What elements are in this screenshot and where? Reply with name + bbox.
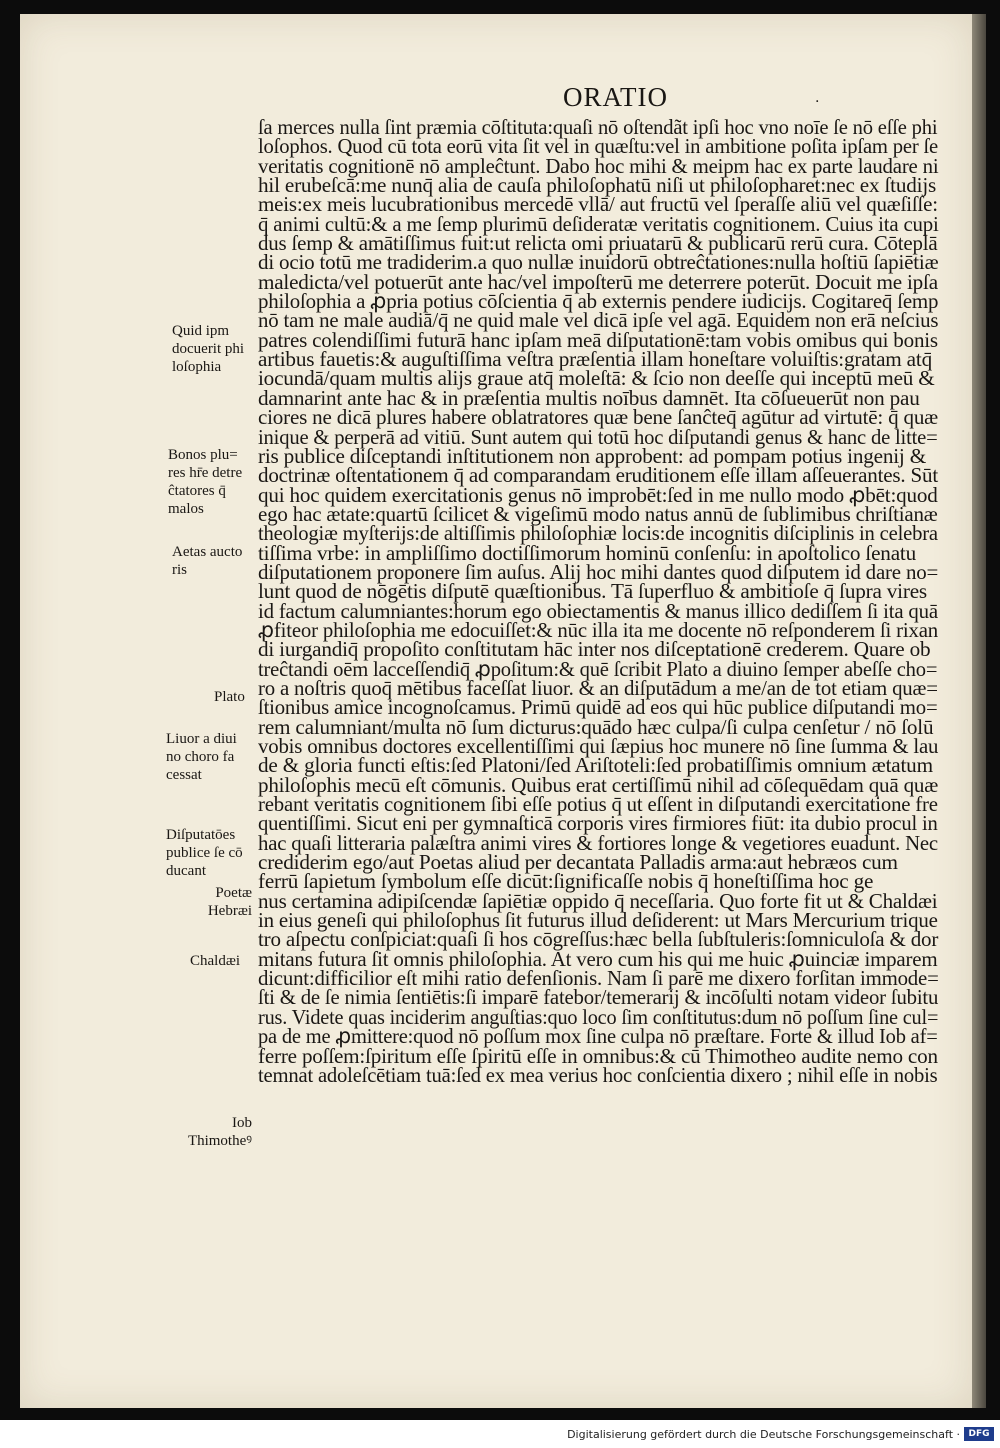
text-line: diſputationem proponere ſim auſus. Alij hoc mihi dantes quod diſputem id dare no= [258,559,939,584]
text-line: di ocio totū me tradiderim.a quo nullæ inuidorū obtreĉtationes:nulla hoſtiū ſapiētiæ [258,250,939,275]
text-line: loſophos. Quod cū tota eorū vita ſit vel in quæſtu:vel in ambitione poſita ipſam per ſe [258,134,939,159]
text-line: doctrinæ oſtentationem q̄ ad comparandam eruditionem eſſe illam aſſeuerantes. Sūt [258,463,939,488]
text-line: iocundā/quam multis alijs graue atq̄ moleſtā: & ſcio non deeſſe qui inceptū meū & [258,366,935,391]
marginal-note-chaldaei: Chaldæi [190,953,241,969]
text-line: di iurgandiq̄ propoſito conſtitutam hāc inter nos diſceptationē crederem. Quare ob [258,637,931,662]
funding-credit: Digitalisierung gefördert durch die Deutsche Forschungsgemeinschaft · [567,1428,960,1441]
text-line: temnat adoleſcētiam tuā:ſed ex mea verius hoc conſcientia dixero ; nihil eſſe in nobis [258,1062,938,1087]
text-line: de & gloria functi eſtis:ſed Platoni/ſed Ariſtoteli:ſed probatiſſimis omnium ætatum [258,753,933,778]
text-line: veritatis cognitionē nō ampleĉtunt. Dabo hoc mihi & meipm hac ex parte laudare ni [258,153,939,178]
text-line: damnarint ante hac & in præſentia multis noībus damnēt. Ita cōſueuerūt non pau [258,385,920,410]
text-line: ſtionibus amice incognoſcamus. Primū quidē ad eos qui hūc publice diſputandi mo= [258,695,938,720]
text-line: rus. Videte quas inciderim anguſtias:quo loco ſim conſtitutus:dum nō poſſum ſine cul= [258,1004,939,1029]
text-line: mitans futura ſit omnis philoſophia. At vero cum his qui me huic ꝓuinciæ imparem [258,946,938,971]
marginal-note-aetas-auctoris: Aetas aucto ris [172,544,243,578]
body-text [258,115,939,1087]
text-line: tiſſima vrbe: in ampliſſimo doctiſſimorum hominū conſenſu: in apoſtolico ſenatu [258,540,916,565]
text-line: pa de me ꝓmittere:quod nō poſſum mox ſine culpa nō præſtare. Forte & illud Iob af= [258,1024,938,1049]
page-gutter [972,14,986,1408]
text-line: dus ſemp & amātiſſimus fuit:ut relicta omi priuatarū & publicarū rerū cura. Cōteplā [258,231,938,256]
page-mark: . [815,90,820,106]
text-line: ferre poſſem:ſpiritum eſſe ſpiritū eſſe in omnibus:& cū Thimotheo audite nemo con [258,1043,938,1068]
marginal-note-bonos-plures: Bonos plu= res hr̄e detre ĉtatores q̄ malos [168,447,243,517]
text-line: treĉtandi oēm lacceſſendiq̄ ꝓpoſitum:& quē ſcribit Plato a diuino ſemper abeſſe cho= [258,656,938,681]
dfg-logo: DFG [964,1427,994,1441]
text-line: hac quaſi litteraria palæſtra animi vires & fortiores longe & vegetiores euadunt. Nec [258,830,938,855]
text-line: in eius geneſi qui philoſophus ſit futurus illud deſiderent: ut Mars Mercurium trique [258,908,938,933]
text-line: qui hoc quidem exercitationis genus nō improbēt:ſed in me nullo modo ꝓbēt:quod [258,482,938,507]
text-line: artibus fauetis:& auguſtiſſima veſtra præſentia illam honeſtare voluiſtis:gratam atq̄ [258,347,932,372]
text-line: nō tam ne male audiā/q̄ ne quid male vel dicā ipſe vel agā. Equidem non erā neſcius [258,308,939,333]
marginal-note-liuor: Liuor a diui no choro fa cessat [166,731,237,783]
marginal-note-quid-ipm: Quid ipm docuerit phi loſophia [172,323,245,375]
text-line: ego hac ætate:quartū ſcilicet & vigeſimū modo natus annū de ſublimibus chriſtianæ [258,501,938,526]
text-line: ro a noſtris quoq̄ mētibus faceſſat liuor. & an diſputādum a me/an de tot etiam quæ= [258,675,938,700]
text-line: id factum calumniantes:horum ego obiectamentis & manus illico dediſſem ſi ita quā [258,598,938,623]
text-line: q̄ animi cultū:& a me ſemp plurimū deſideratæ veritatis cognitionem. Cuius ita cupi [258,211,939,236]
running-header: ORATIO [563,82,668,112]
text-line: meis:ex meis lucubrationibus mercedē vllā/ aut fructū vel ſperaſſe aliū vel quæſiſſe: [258,192,938,217]
text-line: crediderim ego/aut Poetas aliud per decantata Palladis arma:aut hebræos cum [258,850,898,875]
text-line: rem calumniant/multa nō ſum dicturus:quādo hæc culpa/ſi culpa cenſetur / nō ſolū [258,714,934,739]
text-line: ſti & de ſe nimia ſentiētis:ſi imparē fatebor/temerarij & incōſulti notam videor ſubitu [258,985,939,1010]
text-line: ris publice diſceptandi inſtitutionem non approbent: ad pompam potius ingenij & [258,443,926,468]
marginal-note-plato: Plato [214,689,245,705]
marginal-note-disputationes: Diſputatōes publice ſe cō ducant [166,827,243,879]
text-line: ferrū ſapietum ſymbolum eſſe dicūt:ſignificaſſe nobis q̄ honeſtiſſima hoc ge [258,869,874,894]
marginal-note-iob-thimotheus: Iob Thimotheꝰ [187,1115,252,1149]
text-line: ciores ne dicā plures habere oblatratores quæ bene ſanĉteq̄ agūtur ad virtutē: q̄ quæ [258,405,939,430]
text-line: maledicta/vel potuerūt ante hac/vel impoſterū me deterrere poterūt. Docuit me ipſa [258,269,938,294]
text-line: philoſophis mecū eſt cōmunis. Quibus erat certiſſimū nihil ad cōſequēdam quā quæ [258,772,939,797]
text-line: quentiſſimi. Sicut eni per gymnaſticā corporis vires firmiores fiūt: ita dubio procul in [258,811,938,836]
text-line: rebant veritatis cognitionem ſibi eſſe potius q̄ ut eſſent in diſputandi exercitatione fre [258,792,938,817]
text-line: tro aſpectu conſpiciat:quaſi ſi hos cōgreſſus:hæc bella ſubſtuleris:ſomniculoſa & dor [258,927,939,952]
text-line: nus certamina adipiſcendæ ſapiētiæ oppido q̄ neceſſaria. Quo forte fit ut & Chaldæi [258,888,938,913]
text-line: inique & perperā ad vitiū. Sunt autem qui totū hoc diſputandi genus & hanc de litte= [258,424,938,449]
footer-bar [0,1420,1000,1448]
text-line: theologiæ myſterijs:de altiſſimis philoſophiæ locis:de incognitis diſciplinis in celebra [258,521,938,546]
text-line: patres colendiſſimi futurā hanc ipſam meā diſputationē:tam vobis omibus qui bonis [258,327,938,352]
text-line: dicunt:difficilior eſt mihi ratio defenſionis. Nam ſi parē me dixero forſitan immode= [258,966,939,991]
marginal-note-poetae-hebraei: Poetæ Hebræi [207,885,252,919]
text-line: lunt quod de nōgētis diſputē quæſtionibus. Tā ſuperfluo & ambitioſe q̄ ſupra vires [258,579,927,604]
text-line: ꝓfiteor philoſophia me edocuiſſet:& nūc illa ita me docente nō reſponderem ſi rixan [258,617,938,642]
text-line: hil erubeſcā:me nunq̄ alia de cauſa philoſophatū niſi ut philoſopharet:nec ex ſtudijs [258,173,937,198]
text-line: vobis omnibus doctores excellentiſſimi qui ſæpius hoc munere nō ſine ſumma & lau [258,734,939,758]
text-line: ſa merces nulla ſint præmia cōſtituta:quaſi nō oſtendãt ipſi hoc vno noīe ſe nō eſſe phi [258,115,938,139]
text-line: philoſophia a ꝓpria potius cōſcientia q̄ ab externis pendere iudicijs. Cogitareq̄ ſemp [258,289,939,314]
